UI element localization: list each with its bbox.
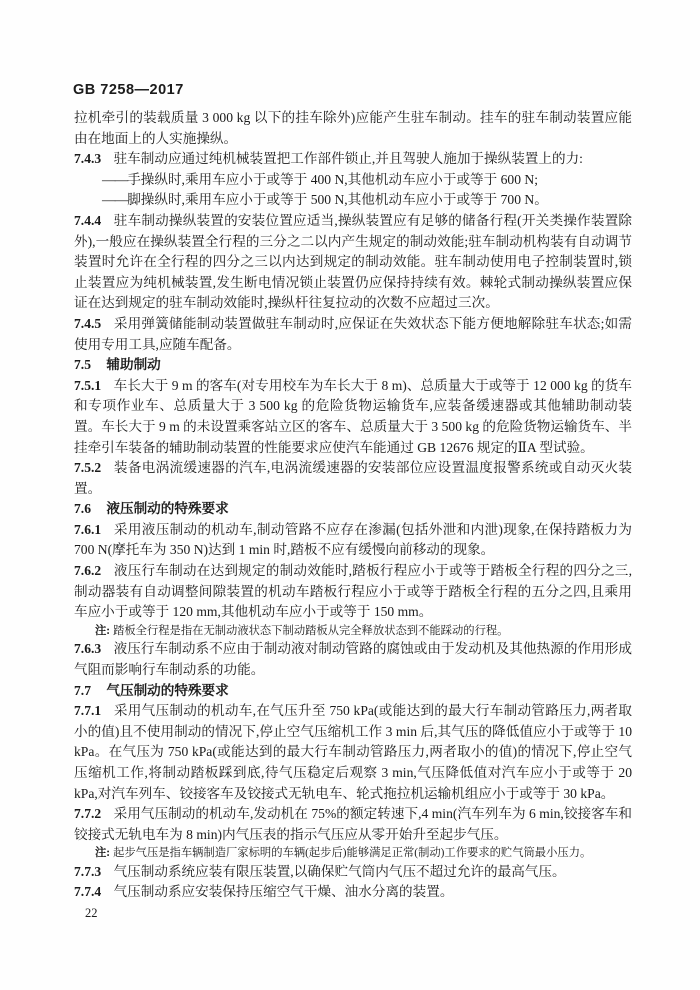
clause-paragraph [74,804,632,845]
dash-item-text: 手操纵时,乘用车应小于或等于 400 N,其他机动车应小于或等于 600 N; [127,171,539,187]
clause-number: 7.7.4 [74,884,102,900]
note-label: 注: [95,847,111,860]
clause-paragraph [74,701,632,804]
clause-paragraph [74,882,632,903]
clause-paragraph [74,211,632,314]
clause-text: 车长大于 9 m 的客车(对专用校车为车长大于 8 m)、总质量大于或等于 12 000 kg 的货车和专项作业车、总质量大于 3 500 kg 的危险货物运输货车,应装备缓速器或其他辅助制动装置。车长大于 9 m 的未设置乘客站立区的客车、总质量大于 3 500 kg 的危险货物运输货车、半挂牵引车装备的辅助制动装置的性能要求应使汽车能通过 GB 12676 规定的ⅡA 型试验。 [74,377,632,455]
clause-number: 7.4.3 [74,151,102,167]
clause-text: 气压制动系应安装保持压缩空气干燥、油水分离的装置。 [113,884,454,900]
note-text: 踏板全行程是指在无制动液状态下制动踏板从完全释放状态到不能踩动的行程。 [113,624,509,637]
clause-paragraph [74,376,632,458]
clause-text: 装备电涡流缓速器的汽车,电涡流缓速器的安装部位应设置温度报警系统或自动灭火装置。 [74,460,632,496]
dash-marker: —— [102,192,128,208]
standard-number-header: GB 7258—2017 [73,82,184,98]
dash-list-item [74,190,632,211]
section-heading [74,355,632,376]
clause-text: 气压制动系统应装有限压装置,以确保贮气筒内气压不超过允许的最高气压。 [113,863,566,879]
clause-paragraph [74,520,632,561]
section-title: 液压制动的特殊要求 [106,501,229,517]
note-text: 起步气压是指车辆制造厂家标明的车辆(起步后)能够满足正常(制动)工作要求的贮气筒最小压力。 [113,847,592,860]
section-number: 7.6 [74,501,91,517]
dash-list-item [74,170,632,191]
continuation-paragraph [74,108,632,149]
clause-number: 7.7.3 [74,863,102,879]
document-body [74,108,632,924]
clause-text: 液压行车制动在达到规定的制动效能时,踏板行程应小于或等于踏板全行程的四分之三,制动器装有自动调整间隙装置的机动车踏板行程应小于或等于踏板全行程的五分之四,且乘用车应小于或等于 120 mm,其他机动车应小于或等于 150 mm。 [74,563,632,620]
clause-paragraph [74,561,632,623]
clause-text: 液压行车制动系不应由于制动液对制动管路的腐蚀或由于发动机及其他热源的作用形成气阻而影响行车制动系的功能。 [74,641,632,677]
section-number: 7.5 [74,357,91,373]
clause-text: 采用气压制动的机动车,在气压升至 750 kPa(或能达到的最大行车制动管路压力,两者取小的值)且不使用制动的情况下,停止空气压缩机工作 3 min 后,其气压的降低值应小于或等于 10 kPa。在气压为 750 kPa(或能达到的最大行车制动管路压力,两者取小的值)的情况下,停止空气压缩机工作,将制动踏板踩到底,待气压稳定后观察 3 min,气压降低值对汽车应小于或等于 20 kPa,对汽车列车、铰接客车及铰接式无轨电车、轮式拖拉机运输机组应小于或等于 30 kPa。 [74,703,632,801]
section-heading [74,499,632,520]
clause-paragraph [74,314,632,355]
page-number: 22 [85,905,98,920]
clause-text: 采用气压制动的机动车,发动机在 75%的额定转速下,4 min(汽车列车为 6 min,铰接客车和铰接式无轨电车为 8 min)内气压表的指示气压应从零开始升至起步气压。 [74,806,632,842]
section-number: 7.7 [74,682,91,698]
clause-number: 7.6.1 [74,521,102,537]
section-title: 气压制动的特殊要求 [106,682,229,698]
clause-number: 7.6.3 [74,641,102,657]
clause-text: 驻车制动操纵装置的安装位置应适当,操纵装置应有足够的储备行程(开关类操作装置除外),一般应在操纵装置全行程的三分之二以内产生规定的制动效能;驻车制动机构装有自动调节装置时允许在全行程的四分之三以内达到规定的制动效能。驻车制动使用电子控制装置时,锁止装置应为纯机械装置,发生断电情况锁止装置仍应保持持续有效。棘轮式制动操纵装置应保证在达到规定的驻车制动效能时,操纵杆往复拉动的次数不应超过三次。 [74,212,632,311]
clause-text: 采用液压制动的机动车,制动管路不应存在渗漏(包括外泄和内泄)现象,在保持踏板力为 700 N(摩托车为 350 N)达到 1 min 时,踏板不应有缓慢向前移动的现象。 [74,521,632,558]
clause-paragraph [74,458,632,499]
note-label: 注: [95,624,111,637]
section-heading [74,681,632,702]
clause-number: 7.4.4 [74,212,102,228]
clause-number: 7.5.1 [74,377,102,393]
dash-marker: —— [102,171,128,187]
note-paragraph [74,845,632,862]
clause-number: 7.6.2 [74,563,102,579]
note-paragraph [74,623,632,640]
clause-paragraph [74,639,632,680]
clause-paragraph [74,149,632,170]
paragraph-text: 拉机牵引的装载质量 3 000 kg 以下的挂车除外)应能产生驻车制动。挂车的驻车制动装置应能由在地面上的人实施操纵。 [74,110,632,146]
clause-number: 7.5.2 [74,460,102,476]
clause-paragraph [74,862,632,883]
dash-item-text: 脚操纵时,乘用车应小于或等于 500 N,其他机动车应小于或等于 700 N。 [127,192,548,208]
clause-text: 驻车制动应通过纯机械装置把工作部件锁止,并且驾驶人施加于操纵装置上的力: [113,151,583,167]
clause-number: 7.4.5 [74,315,102,331]
clause-number: 7.7.1 [74,703,102,719]
clause-number: 7.7.2 [74,806,102,822]
section-title: 辅助制动 [106,357,161,373]
clause-text: 采用弹簧储能制动装置做驻车制动时,应保证在失效状态下能方便地解除驻车状态;如需使用专用工具,应随车配备。 [74,315,632,352]
